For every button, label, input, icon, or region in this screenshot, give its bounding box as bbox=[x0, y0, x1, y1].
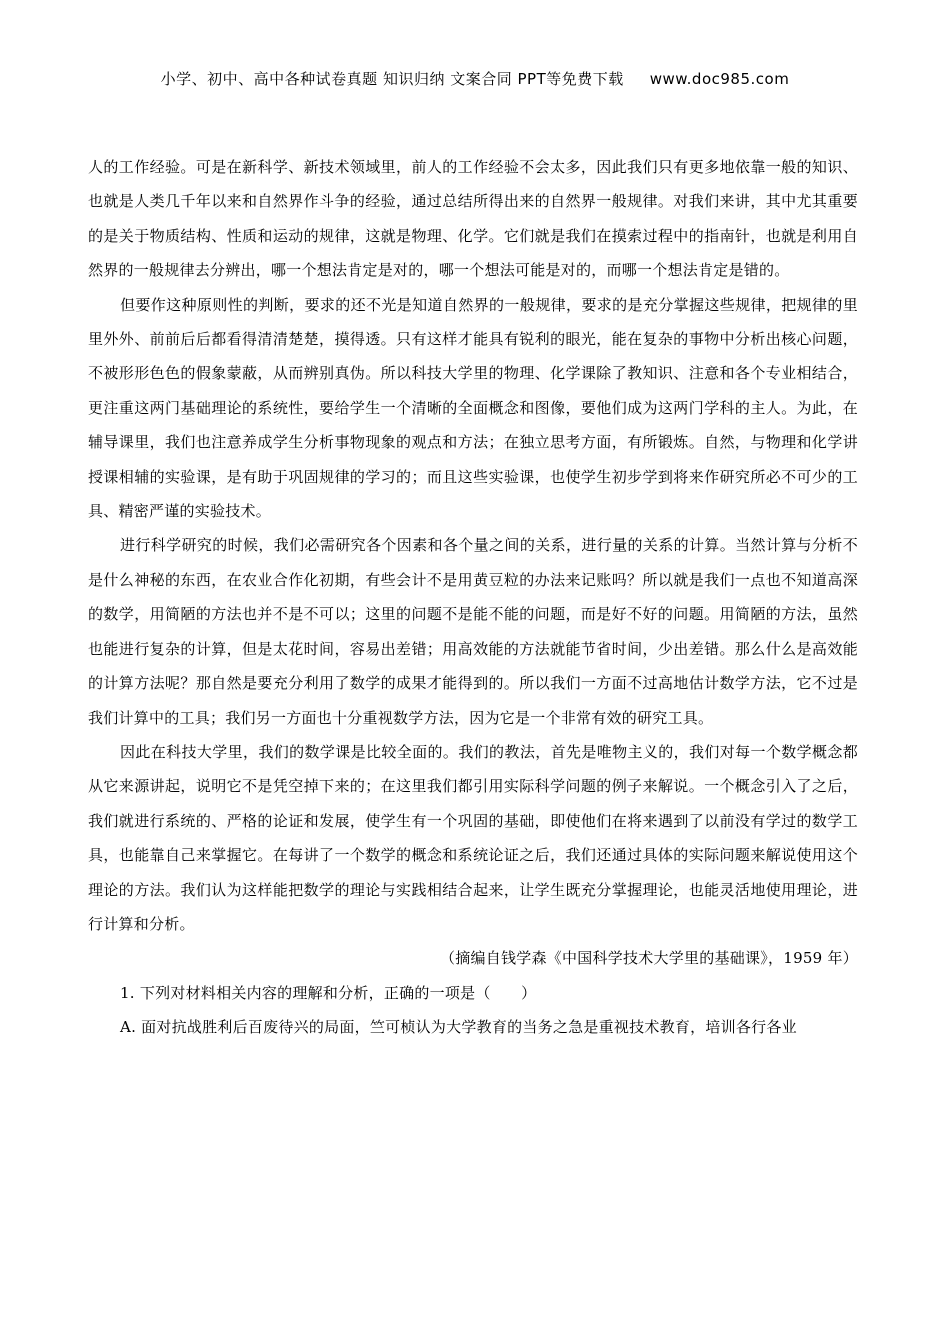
header-text: 小学、初中、高中各种试卷真题 知识归纳 文案合同 PPT等免费下载 bbox=[160, 70, 624, 88]
option-a: A. 面对抗战胜利后百废待兴的局面，竺可桢认为大学教育的当务之急是重视技术教育，培训各行各业 bbox=[120, 1018, 797, 1037]
paragraph-2: 但要作这种原则性的判断，要求的还不光是知道自然界的一般规律，要求的是充分掌握这些规律，把规律的里里外外、前前后后都看得清清楚楚，摸得透。只有这样才能具有锐利的眼光，能在复杂的事物中分析出核心问题，不被形形色色的假象蒙蔽，从而辨别真伪。所以科技大学里的物理、化学课除了教知识、注意和各个专业相结合，更注重这两门基础理论的系统性，要给学生一个清晰的全面概念和图像，要他们成为这两门学科的主人。为此，在辅导课里，我们也注意养成学生分析事物现象的观点和方法；在独立思考方面，有所锻炼。自然，与物理和化学讲授课相辅的实验课，是有助于巩固规律的学习的；而且这些实验课，也使学生初步学到将来作研究所必不可少的工具、精密严谨的实验技术。 bbox=[88, 295, 858, 521]
header-url: www.doc985.com bbox=[649, 70, 790, 88]
source-citation: （摘编自钱学森《中国科学技术大学里的基础课》，1959 年） bbox=[440, 949, 858, 968]
paragraph-3: 进行科学研究的时候，我们必需研究各个因素和各个量之间的关系，进行量的关系的计算。当然计算与分析不是什么神秘的东西，在农业合作化初期，有些会计不是用黄豆粒的办法来记账吗？所以就是我们一点也不知道高深的数学，用简陋的方法也并不是不可以；这里的问题不是能不能的问题，而是好不好的问题。用简陋的方法，虽然也能进行复杂的计算，但是太花时间，容易出差错；用高效能的方法就能节省时间，少出差错。那么什么是高效能的计算方法呢？那自然是要充分利用了数学的成果才能得到的。所以我们一方面不过高地估计数学方法，它不过是我们计算中的工具；我们另一方面也十分重视数学方法，因为它是一个非常有效的研究工具。 bbox=[88, 536, 858, 727]
page-header bbox=[0, 68, 950, 89]
paragraph-4: 因此在科技大学里，我们的数学课是比较全面的。我们的教法，首先是唯物主义的，我们对每一个数学概念都从它来源讲起，说明它不是凭空掉下来的；在这里我们都引用实际科学问题的例子来解说。一个概念引入了之后，我们就进行系统的、严格的论证和发展，使学生有一个巩固的基础，即使他们在将来遇到了以前没有学过的数学工具，也能靠自己来掌握它。在每讲了一个数学的概念和系统论证之后，我们还通过具体的实际问题来解说使用这个理论的方法。我们认为这样能把数学的理论与实践相结合起来，让学生既充分掌握理论，也能灵活地使用理论，进行计算和分析。 bbox=[88, 742, 858, 933]
question-1: 1. 下列对材料相关内容的理解和分析，正确的一项是（ ） bbox=[120, 983, 537, 1002]
article-body bbox=[88, 150, 858, 1045]
paragraph-1: 人的工作经验。可是在新科学、新技术领域里，前人的工作经验不会太多，因此我们只有更多地依靠一般的知识、也就是人类几千年以来和自然界作斗争的经验，通过总结所得出来的自然界一般规律。对我们来讲，其中尤其重要的是关于物质结构、性质和运动的规律，这就是物理、化学。它们就是我们在摸索过程中的指南针，也就是利用自然界的一般规律去分辨出，哪一个想法肯定是对的，哪一个想法可能是对的，而哪一个想法肯定是错的。 bbox=[88, 158, 858, 280]
